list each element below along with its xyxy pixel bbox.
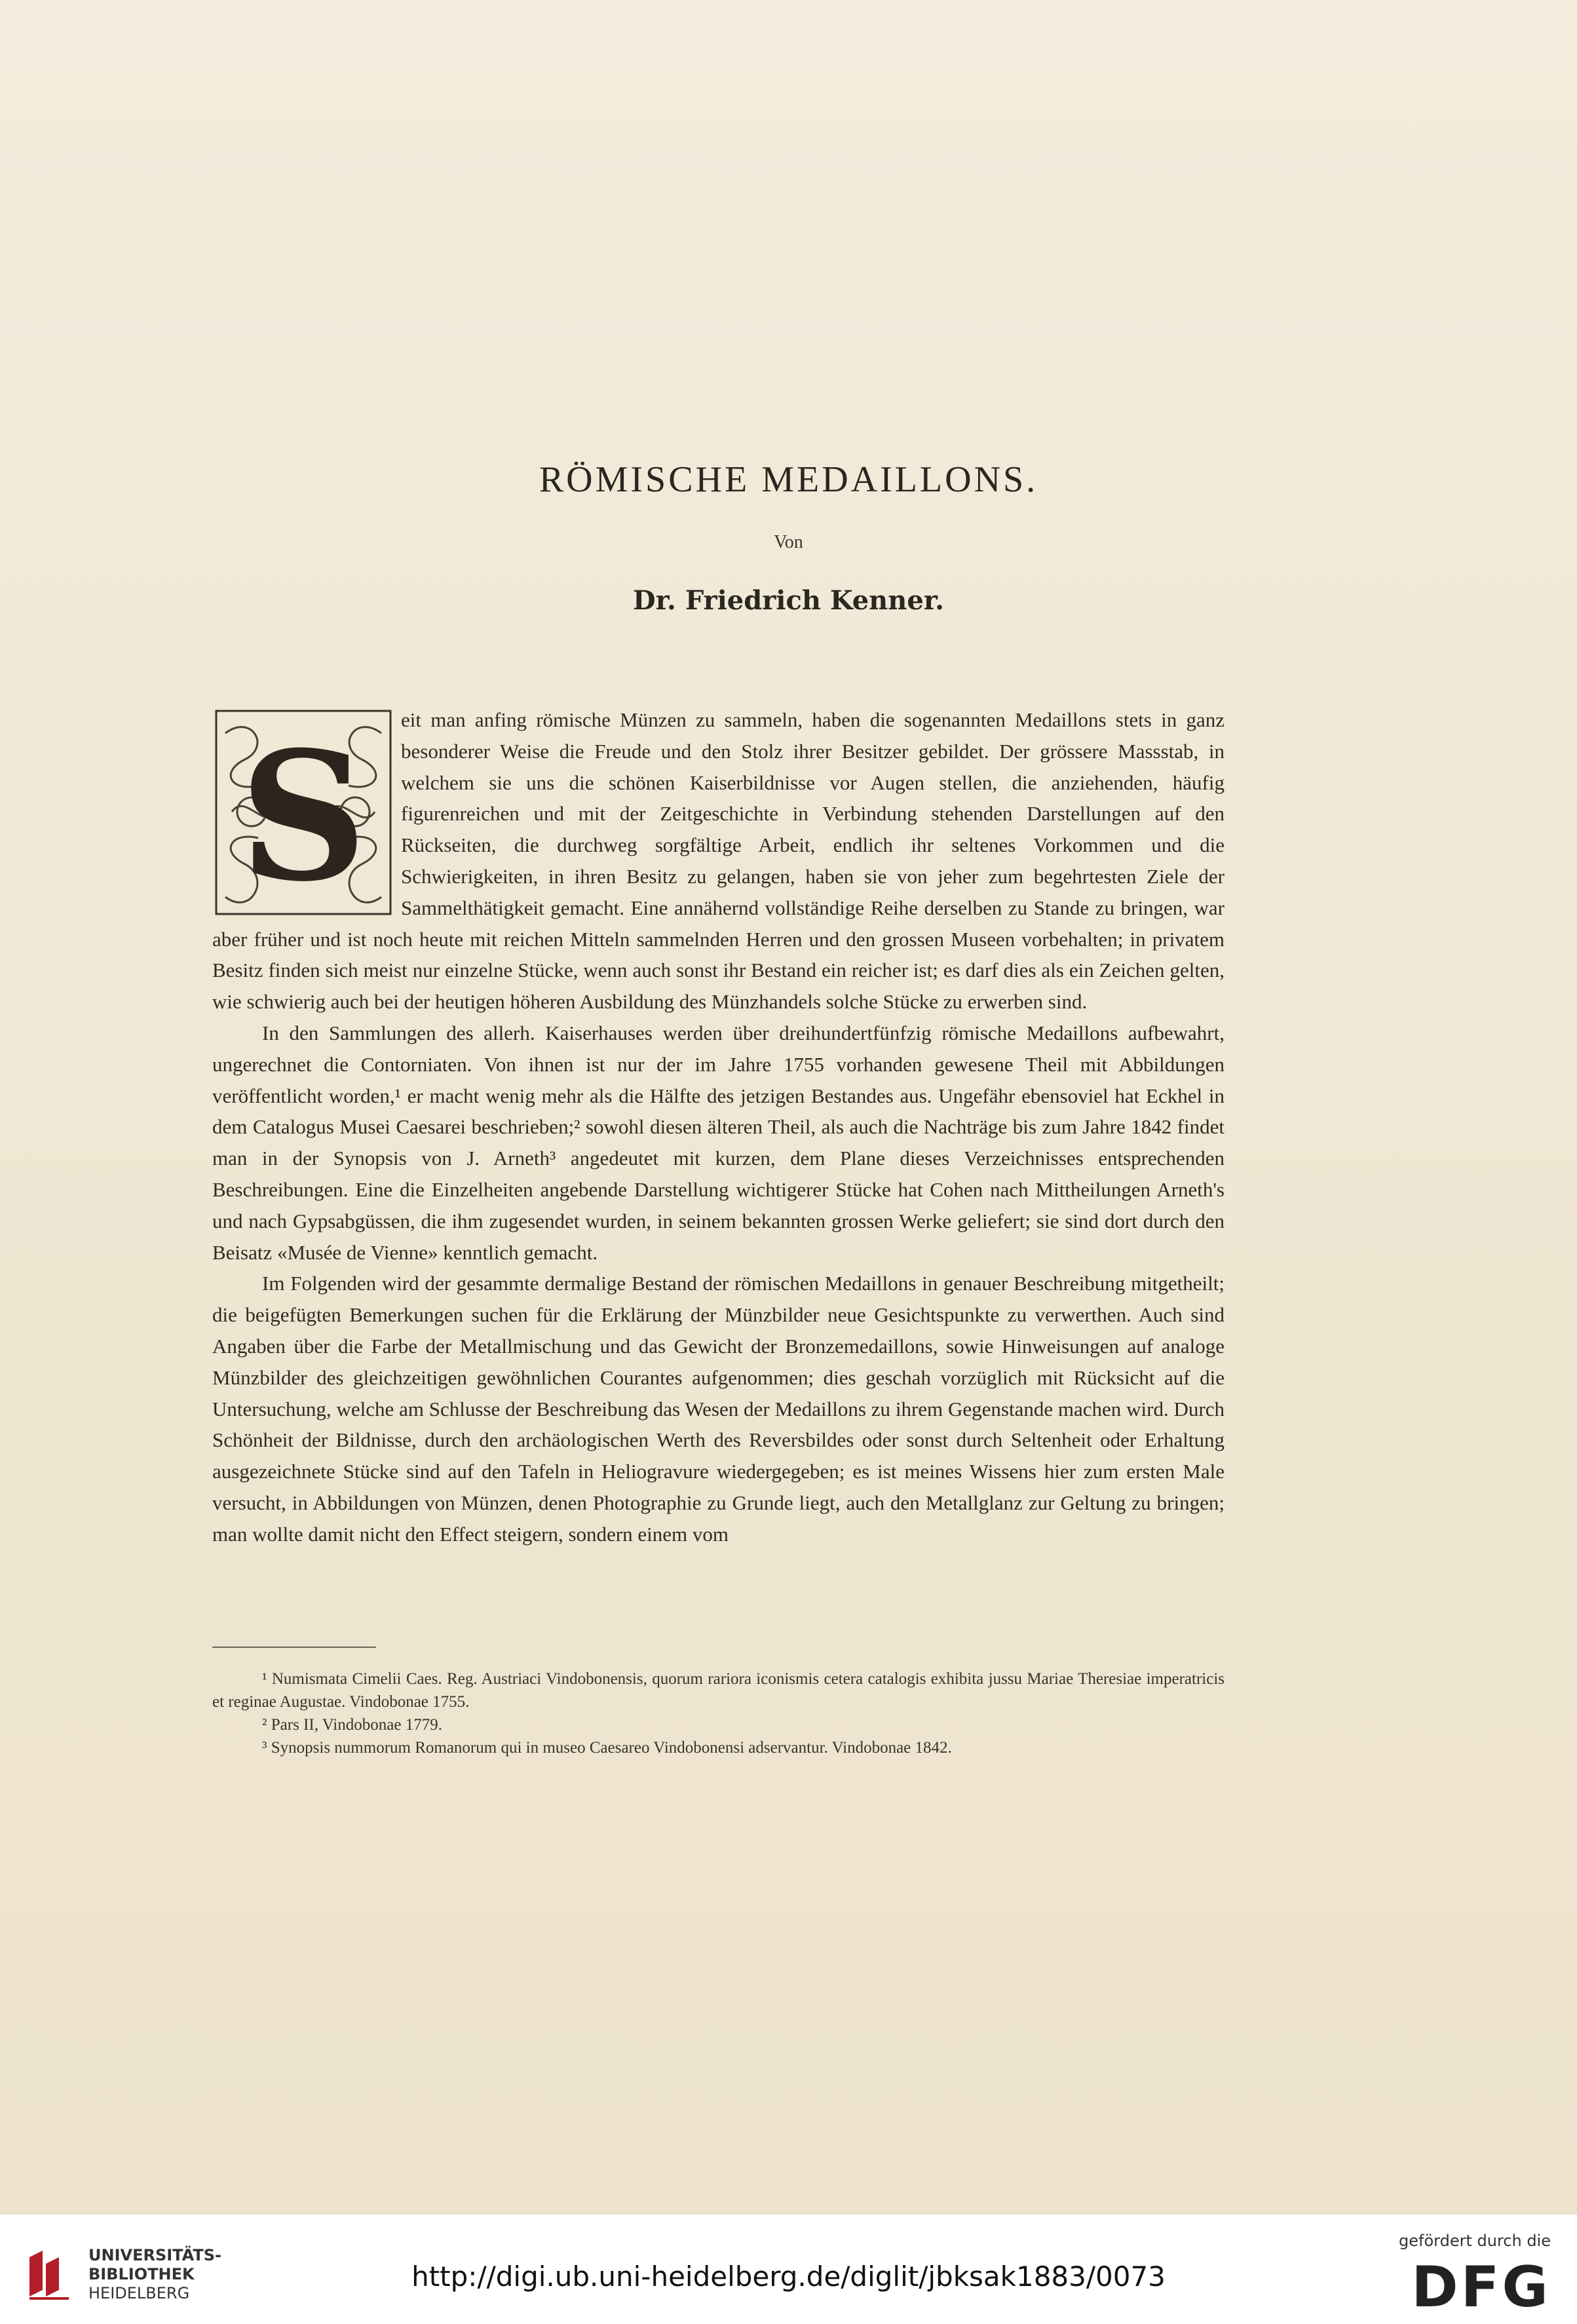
paragraph-1 [212,704,1225,1018]
initial-letter: S [239,712,368,918]
footnote-3: ³ Synopsis nummorum Romanorum qui in museo Caesareo Vindobonensi adservantur. Vindobonae 1842. [262,1739,952,1757]
footnote-1: ¹ Numismata Cimelii Caes. Reg. Austriaci Vindobonensis, quorum rariora iconismis cetera catalogis exhibita jussu Mariae Theresiae imperatricis et reginae Augustae. Vindobonae 1755. [212,1670,1225,1711]
paragraph-2: In den Sammlungen des allerh. Kaiserhauses werden über dreihundertfünfzig römische Medaillons aufbewahrt, ungerechnet die Contorniaten. Von ihnen ist nur der im Jahre 1755 vorhanden gewesene Theil mit Abbildungen veröffentlicht worden,¹ er macht wenig mehr als die Hälfte des jetzigen Bestandes aus. Ungefähr ebensoviel hat Eckhel in dem Catalogus Musei Caesarei beschrieben;² sowohl diesen älteren Theil, als auch die Nachträge bis zum Jahre 1842 findet man in der Synopsis von J. Arneth³ angedeutet mit kurzen, dem Plane dieses Verzeichnisses entsprechenden Beschreibungen. Eine die Einzelheiten angebende Darstellung wichtigerer Stücke hat Cohen nach Mittheilungen Arneth's und nach Gypsabgüssen, die ihm zugesendet wurden, in seinem bekannten grossen Werke geliefert; sie sind dort durch den Beisatz «Musée de Vienne» kenntlich gemacht. [212,1021,1225,1264]
university-library-name[interactable]: UNIVERSITÄTS- BIBLIOTHEK HEIDELBERG [88,2246,222,2302]
paragraph-3: Im Folgenden wird der gesammte dermalige Bestand der römischen Medaillons in genauer Beschreibung mitgetheilt; die beigefügten Bemerkungen suchen für die Erklärung der Münzbilder neue Gesichtspunkte zu verwerthen. Auch sind Angaben über die Farbe der Metallmischung und das Gewicht der Bronzemedaillons, sowie Hinweisungen auf analoge Münzbilder des gleichzeitigen gewöhnlichen Courantes aufgenommen; dies geschah vorzüglich mit Rücksicht auf die Untersuchung, welche am Schlusse der Beschreibung das Wesen der Medaillons zu ihrem Gegenstande machen wird. Durch Schönheit der Bildnisse, durch den archäologischen Werth des Reversbildes oder sonst durch Seltenheit oder Erhaltung ausgezeichnete Stücke sind auf den Tafeln in Heliogravure wiedergegeben; es ist meines Wissens hier zum ersten Male versucht, in Abbildungen von Münzen, denen Photographie zu Grunde liegt, auch den Metallglanz zur Geltung zu bringen; man wollte damit nicht den Effect steigern, sondern einem vom [212,1272,1225,1546]
paragraph-1-text: eit man anfing römische Münzen zu sammeln, haben die sogenannten Medaillons stets in ganz besonderer Weise die Freude und den Stolz ihrer Besitzer gebildet. Der grössere Massstab, in welchem sie uns die schönen Kaiserbildnisse vor Augen stellen, die anziehenden, häufig figurenreichen und mit der Zeitgeschichte in Verbindung stehenden Darstellungen auf den Rückseiten, die durchweg sorgfältige Arbeit, endlich ihr seltenes Vorkommen und die Schwierigkeiten, in ihren Besitz zu gelangen, haben sie von jeher zum begehrtesten Ziele der Sammelthätigkeit gemacht. Eine annähernd vollständige Reihe derselben zu Stande zu bringen, war aber früher und ist noch heute mit reichen Mitteln sammelnden Herren und den grossen Museen vorbehalten; in privatem Besitz finden sich meist nur einzelne Stücke, wenn auch sonst ihr Bestand ein reicher ist; es darf dies als ein Zeichen gelten, wie schwierig auch bei der heutigen höheren Ausbildung des Münzhandels solche Stücke zu erwerben sind. [212,708,1225,1014]
viewer-footer [0,2215,1577,2324]
dfg-logo[interactable]: DFG [1411,2255,1551,2320]
ornamental-initial-s-icon [212,707,394,918]
footnote-2: ² Pars II, Vindobonae 1779. [262,1716,442,1734]
article-title: RÖMISCHE MEDAILLONS. [539,459,1038,500]
footnote-rule [212,1647,376,1648]
author-name: Dr. Friedrich Kenner. [632,585,945,616]
funding-note: gefördert durch die [1399,2232,1551,2250]
byline-prefix: Von [774,532,803,552]
footnotes [212,1667,1225,1759]
permalink-url[interactable]: http://digi.ub.uni-heidelberg.de/diglit/jbksak1883/0073 [411,2260,1166,2293]
article-body [212,704,1225,1550]
